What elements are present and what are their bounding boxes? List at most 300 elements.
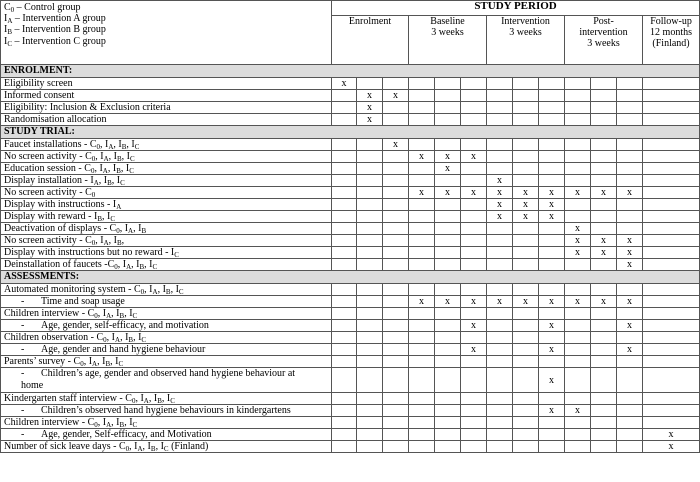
schedule-cell [487,393,513,405]
schedule-cell [332,441,357,453]
schedule-cell [461,429,487,441]
legend-text: – Intervention B group [12,24,106,36]
schedule-cell [435,78,461,90]
schedule-cell [513,429,539,441]
sub-label: Age, gender, Self-efficacy, and Motivation [41,429,212,440]
schedule-cell [383,296,409,308]
schedule-cell [409,429,435,441]
schedule-cell [565,429,591,441]
table-row [1,296,700,308]
schedule-cell [539,235,565,247]
schedule-cell [435,393,461,405]
schedule-cell [539,259,565,271]
schedule-cell [617,356,643,368]
schedule-cell [591,344,617,356]
legend-symbol: $I_B$ [4,24,13,37]
schedule-cell [643,356,700,368]
schedule-cell [435,223,461,235]
schedule-cell [332,102,357,114]
schedule-cell [643,114,700,126]
schedule-cell: x [643,429,700,441]
schedule-cell [357,320,383,332]
bullet-dash: - [21,405,25,416]
row-label: Children observation - $C_0$, $I_A$, $I_B$, $I_C$ [1,332,332,344]
schedule-cell [565,175,591,187]
row-label: Randomisation allocation [1,114,332,126]
schedule-cell [332,368,357,393]
legend-item [4,13,328,24]
schedule-cell [487,223,513,235]
table-row [1,417,700,429]
table-row [1,211,700,223]
schedule-cell [487,344,513,356]
schedule-cell: x [591,296,617,308]
row-label: Parents’ survey - $C_0$, $I_A$, $I_B$, $I_C$ [1,356,332,368]
schedule-cell [591,163,617,175]
schedule-cell [617,308,643,320]
schedule-cell [565,441,591,453]
schedule-cell [332,332,357,344]
schedule-cell [513,344,539,356]
schedule-cell [617,284,643,296]
schedule-cell [435,247,461,259]
row-label: No screen activity - $C_0$, $I_A$, $I_B$, [1,235,332,247]
row-label: Deactivation of displays - $C_0$, $I_A$, $I_B$ [1,223,332,235]
schedule-cell [332,296,357,308]
legend-symbol: $I_C$ [4,35,13,48]
schedule-cell [435,320,461,332]
schedule-cell [617,405,643,417]
schedule-cell: x [461,151,487,163]
schedule-cell [643,199,700,211]
schedule-cell [357,308,383,320]
schedule-cell [565,259,591,271]
schedule-cell [409,393,435,405]
schedule-cell [383,405,409,417]
schedule-cell [461,139,487,151]
schedule-cell [461,417,487,429]
schedule-cell [461,235,487,247]
schedule-cell [435,114,461,126]
schedule-cell [513,284,539,296]
schedule-cell [513,235,539,247]
schedule-cell [332,211,357,223]
schedule-cell [383,417,409,429]
schedule-cell [383,211,409,223]
schedule-cell [513,175,539,187]
schedule-cell [383,259,409,271]
schedule-cell [461,441,487,453]
schedule-cell [643,344,700,356]
schedule-cell [591,199,617,211]
table-row [1,199,700,211]
schedule-cell [565,308,591,320]
schedule-cell [539,393,565,405]
schedule-cell [435,211,461,223]
schedule-cell [539,441,565,453]
schedule-cell [565,320,591,332]
schedule-cell [539,102,565,114]
schedule-cell [643,187,700,199]
schedule-cell [643,223,700,235]
schedule-cell [565,151,591,163]
schedule-cell [643,393,700,405]
schedule-cell [565,163,591,175]
schedule-cell [461,247,487,259]
schedule-cell: x [513,296,539,308]
schedule-cell [357,296,383,308]
bullet-dash: - [21,344,25,355]
schedule-cell: x [487,187,513,199]
group-legend [1,1,332,65]
schedule-cell [487,405,513,417]
schedule-cell [332,259,357,271]
schedule-cell [617,90,643,102]
row-label [1,429,332,441]
schedule-cell [643,296,700,308]
schedule-cell [435,139,461,151]
schedule-cell [513,90,539,102]
schedule-cell [357,393,383,405]
schedule-cell [461,368,487,393]
schedule-cell [591,320,617,332]
schedule-cell [332,417,357,429]
schedule-cell [357,78,383,90]
schedule-cell [487,114,513,126]
schedule-cell [539,332,565,344]
schedule-cell: x [383,139,409,151]
schedule-cell [487,235,513,247]
schedule-cell [539,429,565,441]
schedule-cell: x [539,320,565,332]
schedule-cell [409,235,435,247]
schedule-cell [487,139,513,151]
schedule-cell [357,405,383,417]
schedule-cell: x [539,368,565,393]
sub-label: Children’s age, gender and observed hand hygiene behaviour at [41,368,296,379]
schedule-cell [513,405,539,417]
legend-text: – Intervention C group [12,35,106,47]
schedule-cell [513,332,539,344]
bullet-dash: - [21,320,25,331]
row-label: Display with instructions but no reward - $I_C$ [1,247,332,259]
schedule-cell [383,223,409,235]
schedule-cell: x [565,223,591,235]
schedule-cell [539,175,565,187]
schedule-cell [487,151,513,163]
schedule-cell [643,175,700,187]
schedule-cell [435,175,461,187]
schedule-cell: x [617,320,643,332]
schedule-cell [435,90,461,102]
schedule-cell [435,368,461,393]
schedule-cell [617,151,643,163]
schedule-body [1,65,700,453]
schedule-cell [409,247,435,259]
schedule-cell [332,356,357,368]
schedule-cell [383,320,409,332]
schedule-cell [383,114,409,126]
schedule-cell [487,90,513,102]
schedule-cell [643,284,700,296]
schedule-cell [487,259,513,271]
schedule-cell [591,429,617,441]
schedule-cell [435,344,461,356]
schedule-cell [539,163,565,175]
schedule-cell [332,284,357,296]
schedule-cell [643,78,700,90]
table-row [1,90,700,102]
schedule-cell [461,356,487,368]
schedule-cell [409,78,435,90]
schedule-cell [357,247,383,259]
schedule-cell [565,393,591,405]
schedule-cell [539,417,565,429]
table-row [1,429,700,441]
schedule-cell [487,356,513,368]
schedule-cell [461,393,487,405]
schedule-cell [409,417,435,429]
row-label [1,405,332,417]
schedule-cell [383,284,409,296]
schedule-cell: x [383,90,409,102]
schedule-cell [591,405,617,417]
schedule-cell [383,344,409,356]
schedule-cell: x [539,405,565,417]
schedule-cell: x [565,247,591,259]
schedule-cell [591,284,617,296]
schedule-cell [513,139,539,151]
schedule-cell: x [617,187,643,199]
schedule-cell [435,429,461,441]
schedule-cell: x [513,187,539,199]
schedule-cell [409,308,435,320]
schedule-cell [383,163,409,175]
schedule-cell [565,356,591,368]
table-row [1,332,700,344]
table-row [1,223,700,235]
schedule-cell [357,163,383,175]
row-label: Automated monitoring system - $C_0$, $I_A$, $I_B$, $I_C$ [1,284,332,296]
schedule-cell [461,308,487,320]
schedule-cell [617,139,643,151]
schedule-cell [591,259,617,271]
schedule-cell [643,332,700,344]
schedule-cell [461,223,487,235]
schedule-cell: x [591,247,617,259]
table-row [1,139,700,151]
schedule-cell [332,320,357,332]
schedule-cell [357,368,383,393]
schedule-cell [435,405,461,417]
schedule-cell [643,417,700,429]
schedule-cell [332,344,357,356]
legend-item [4,24,328,35]
table-row [1,78,700,90]
schedule-cell [409,139,435,151]
schedule-cell [435,356,461,368]
table-row [1,405,700,417]
schedule-cell [435,417,461,429]
schedule-cell [591,90,617,102]
schedule-cell [643,259,700,271]
schedule-cell [539,223,565,235]
schedule-cell [591,417,617,429]
schedule-cell [487,368,513,393]
table-row [1,308,700,320]
schedule-cell [513,102,539,114]
row-label: Eligibility screen [1,78,332,90]
period-header: Baseline 3 weeks [409,16,487,65]
schedule-cell [409,90,435,102]
schedule-cell [383,187,409,199]
legend-item [4,2,328,13]
schedule-cell [383,235,409,247]
schedule-cell [435,441,461,453]
schedule-cell [617,417,643,429]
schedule-cell [591,78,617,90]
schedule-cell [617,368,643,393]
row-label: Eligibility: Inclusion & Exclusion criteria [1,102,332,114]
schedule-cell [357,344,383,356]
schedule-cell [332,223,357,235]
schedule-cell: x [435,296,461,308]
schedule-cell [539,308,565,320]
schedule-cell: x [332,78,357,90]
schedule-cell [565,284,591,296]
section-title: ENROLMENT: [1,65,700,78]
schedule-cell [357,139,383,151]
schedule-cell [409,102,435,114]
schedule-cell: x [617,247,643,259]
schedule-cell [461,90,487,102]
schedule-cell [332,405,357,417]
table-row [1,187,700,199]
schedule-cell [591,114,617,126]
schedule-cell [591,151,617,163]
table-row [1,163,700,175]
schedule-cell [487,284,513,296]
schedule-cell [565,199,591,211]
schedule-cell [487,102,513,114]
sub-label: Time and soap usage [41,296,125,307]
schedule-cell [461,211,487,223]
schedule-cell [461,163,487,175]
schedule-cell: x [539,211,565,223]
schedule-cell: x [487,175,513,187]
row-label: Faucet installations - $C_0$, $I_A$, $I_B$, $I_C$ [1,139,332,151]
schedule-cell [409,284,435,296]
schedule-cell [487,308,513,320]
row-label: No screen activity - $C_0$, $I_A$, $I_B$, $I_C$ [1,151,332,163]
table-row [1,284,700,296]
schedule-cell: x [461,344,487,356]
schedule-cell [513,247,539,259]
table-row [1,259,700,271]
schedule-cell [461,102,487,114]
bullet-dash: - [21,429,25,440]
schedule-cell [565,417,591,429]
schedule-cell: x [643,441,700,453]
schedule-cell [383,429,409,441]
schedule-cell [487,332,513,344]
table-row [1,114,700,126]
schedule-cell [643,151,700,163]
table-row [1,368,700,393]
schedule-cell [513,163,539,175]
schedule-cell [591,139,617,151]
schedule-cell [357,356,383,368]
schedule-cell [383,247,409,259]
schedule-cell [487,429,513,441]
schedule-cell [435,332,461,344]
row-label [1,344,332,356]
schedule-cell [513,417,539,429]
period-header: Follow-up 12 months (Finland) [643,16,700,65]
schedule-cell [383,102,409,114]
schedule-cell [617,441,643,453]
schedule-cell: x [617,235,643,247]
schedule-cell [461,175,487,187]
schedule-cell [332,429,357,441]
schedule-cell [357,259,383,271]
schedule-cell [435,284,461,296]
schedule-cell [409,405,435,417]
section-header-row [1,271,700,284]
row-label: No screen activity - $C_0$ [1,187,332,199]
schedule-cell: x [357,114,383,126]
schedule-cell [383,175,409,187]
schedule-cell [332,151,357,163]
schedule-cell [357,175,383,187]
schedule-cell [539,78,565,90]
schedule-cell [513,151,539,163]
schedule-cell [332,187,357,199]
schedule-cell [643,235,700,247]
schedule-cell [461,259,487,271]
schedule-cell [643,368,700,393]
schedule-cell [461,78,487,90]
schedule-cell: x [565,187,591,199]
section-title: ASSESSMENTS: [1,271,700,284]
schedule-cell [591,102,617,114]
sub-label: Children’s observed hand hygiene behaviours in kindergartens [41,405,291,416]
schedule-cell [357,332,383,344]
schedule-cell [461,284,487,296]
schedule-cell: x [565,405,591,417]
schedule-cell [409,368,435,393]
schedule-cell [565,102,591,114]
schedule-cell [487,163,513,175]
sub-label: Age, gender and hand hygiene behaviour [41,344,206,355]
schedule-cell [332,235,357,247]
schedule-cell [332,308,357,320]
schedule-cell: x [461,187,487,199]
schedule-cell [409,356,435,368]
table-row [1,235,700,247]
row-label: Display with reward - $I_B$, $I_C$ [1,211,332,223]
schedule-cell [357,211,383,223]
table-row [1,151,700,163]
schedule-cell [383,151,409,163]
schedule-cell [617,114,643,126]
schedule-cell [513,259,539,271]
schedule-cell: x [435,151,461,163]
schedule-cell: x [461,296,487,308]
schedule-cell: x [409,296,435,308]
schedule-cell [617,78,643,90]
sub-label-continued: home [21,380,44,391]
